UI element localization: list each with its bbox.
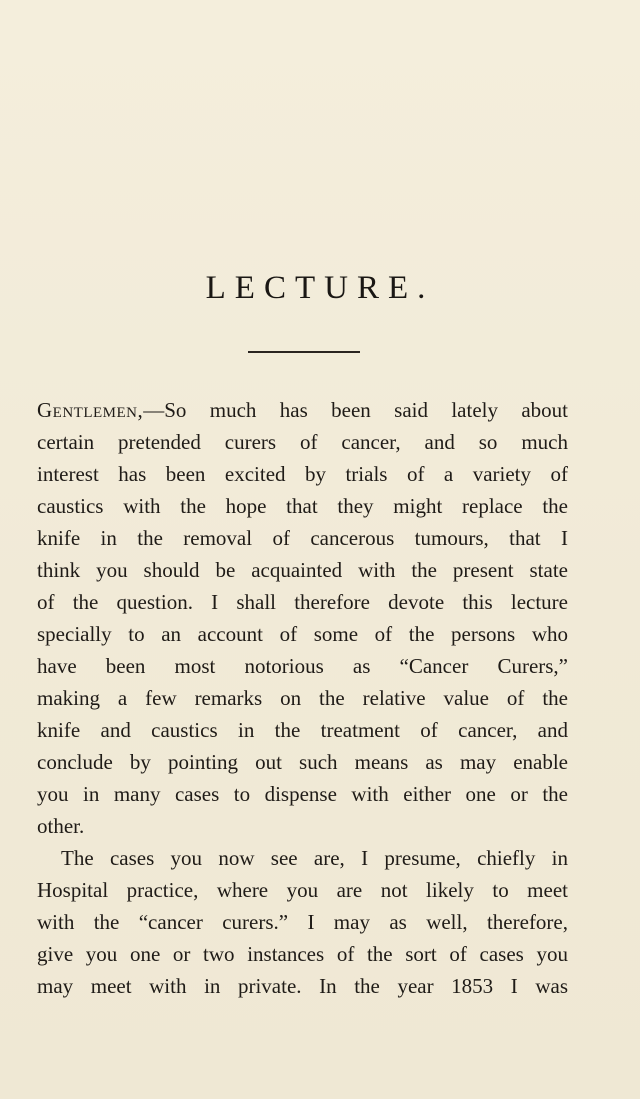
text-line: with the “cancer curers.” I may as well, therefore,	[37, 910, 568, 934]
text-line: other.	[37, 814, 85, 838]
text-line-content: —So much has been said lately about	[143, 398, 568, 422]
text-line: certain pretended curers of cancer, and so much	[37, 430, 568, 454]
text-line: give you one or two instances of the sort of cases you	[37, 942, 568, 966]
text-line: specially to an account of some of the persons who	[37, 622, 568, 646]
text-line: making a few remarks on the relative value of the	[37, 686, 568, 710]
title-divider	[248, 351, 360, 353]
paragraph-2	[37, 842, 568, 1002]
text-line: caustics with the hope that they might replace the	[37, 494, 568, 518]
text-line: Hospital practice, where you are not likely to meet	[37, 878, 568, 902]
text-line: interest has been excited by trials of a variety of	[37, 462, 568, 486]
text-line	[37, 394, 568, 426]
text-line: The cases you now see are, I presume, chiefly in	[61, 846, 568, 870]
text-line: may meet with in private. In the year 1853 I was	[37, 974, 568, 998]
lecture-body	[37, 394, 568, 1002]
text-line: you in many cases to dispense with either one or the	[37, 782, 568, 806]
text-line: conclude by pointing out such means as may enable	[37, 750, 568, 774]
salutation: Gentlemen,	[37, 398, 144, 422]
text-line: have been most notorious as “Cancer Curers,”	[37, 654, 568, 678]
paragraph-1	[37, 394, 568, 842]
lecture-title: LECTURE.	[205, 270, 435, 306]
text-line: knife and caustics in the treatment of cancer, and	[37, 718, 568, 742]
text-line: think you should be acquainted with the present state	[37, 558, 568, 582]
text-line: of the question. I shall therefore devote this lecture	[37, 590, 568, 614]
text-line: knife in the removal of cancerous tumours, that I	[37, 526, 568, 550]
